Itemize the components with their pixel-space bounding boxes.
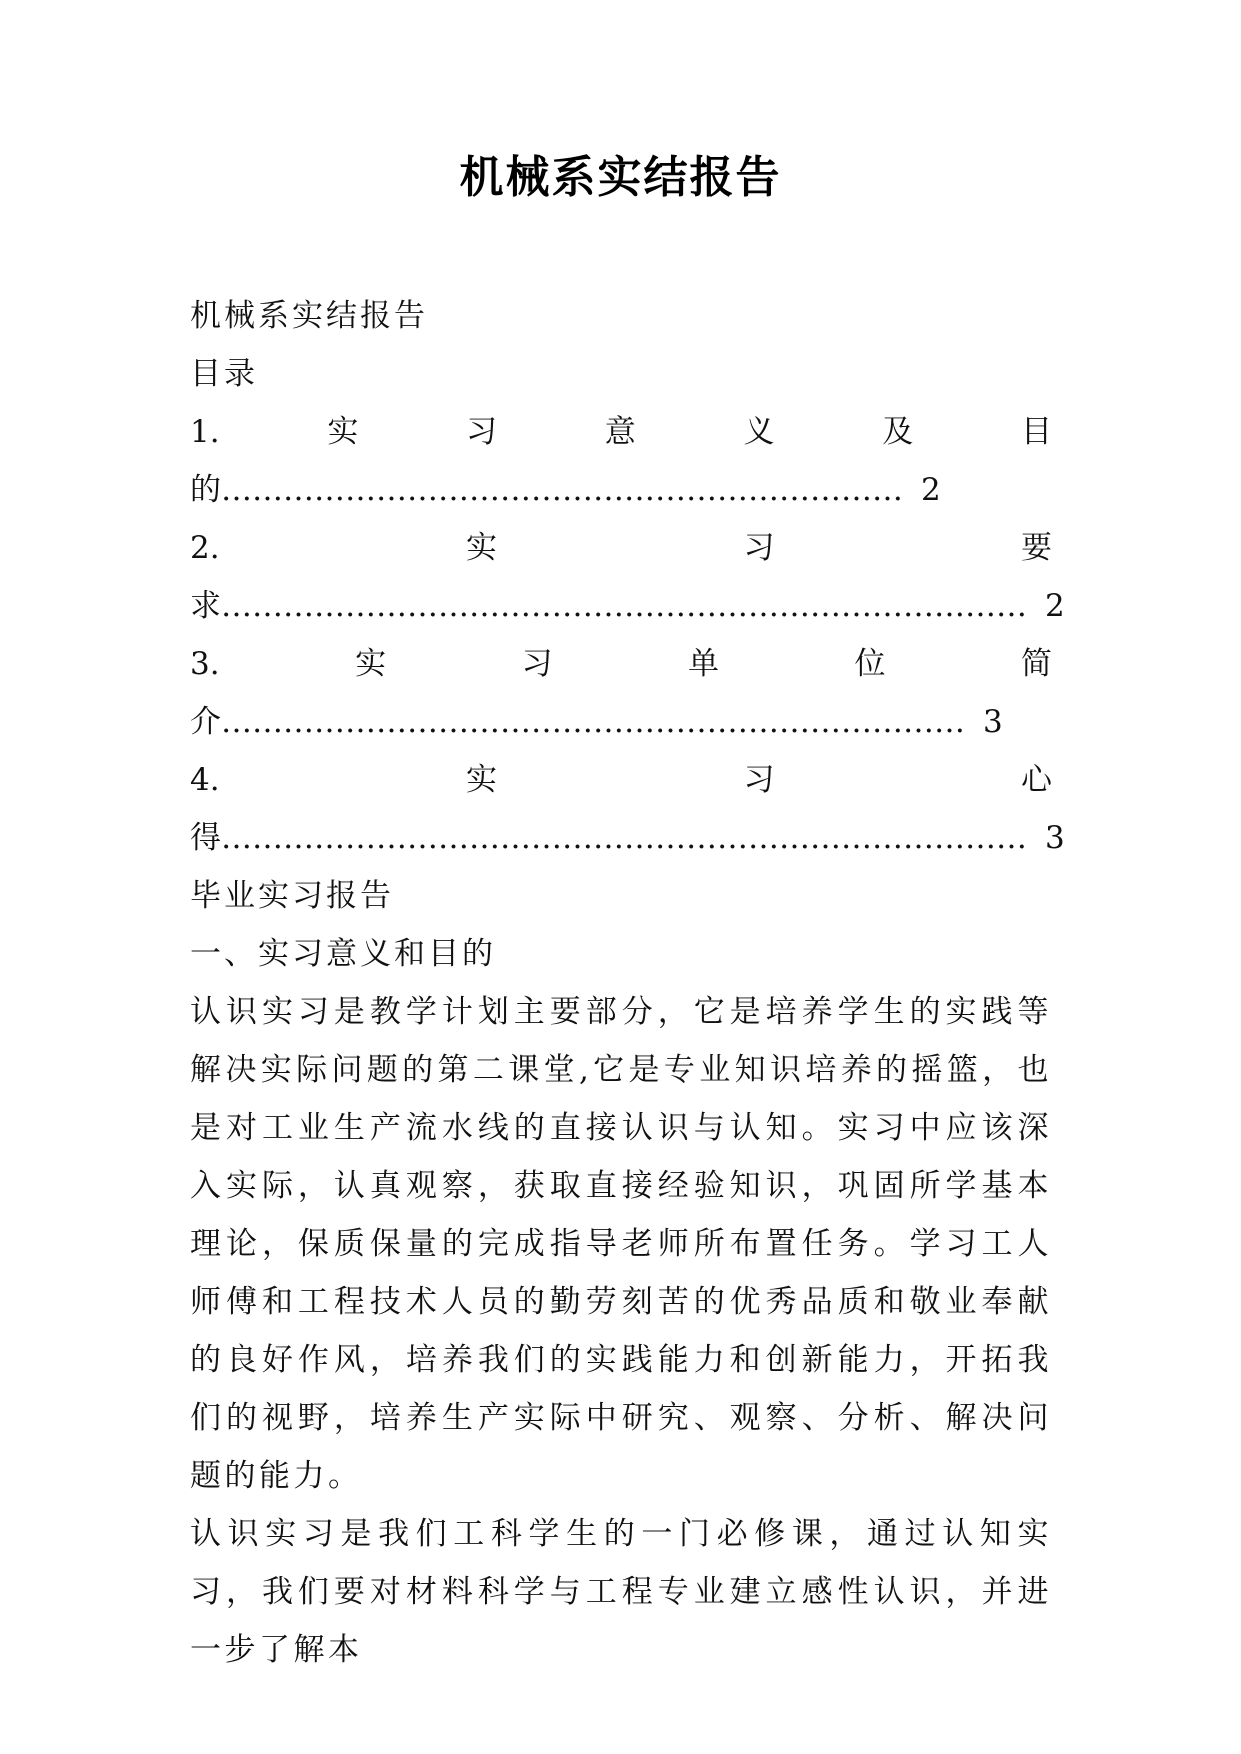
toc-page-number: 3 [1045, 820, 1065, 856]
toc-entry-4-head [190, 751, 1052, 809]
toc-entry-tail: 求 [190, 588, 221, 624]
toc-entry-2-head [190, 519, 1052, 577]
toc-entry-tail: 的 [190, 472, 221, 508]
toc-page-number: 2 [1045, 588, 1065, 624]
toc-entry-4-tail [190, 809, 1065, 867]
toc-entry-3-head [190, 635, 1052, 693]
toc-entry-char: 义 [743, 414, 775, 450]
paragraph-1: 认识实习是教学计划主要部分，它是培养学生的实践等解决实际问题的第二课堂,它是专业知识培养的摇篮，也是对工业生产流水线的直接认识与认知。实习中应该深入实际，认真观察，获取直接经验知识，巩固所学基本理论，保质保量的完成指导老师所布置任务。学习工人师傅和工程技术人员的勤劳刻苦的优秀品质和敬业奉献的良好作风，培养我们的实践能力和创新能力，开拓我们的视野，培养生产实际中研究、观察、分析、解决问题的能力。 [190, 994, 1052, 1494]
toc-page-number: 3 [983, 704, 1003, 740]
toc-entry-2-tail [190, 577, 1065, 635]
toc-heading: 目录 [190, 356, 258, 392]
toc-entry-1-tail [190, 461, 1052, 519]
toc-entry-char: 位 [854, 646, 886, 682]
toc-entry-tail: 得 [190, 820, 221, 856]
toc-leader-dots: ………………………………………………………… [221, 472, 903, 508]
toc-entry-char: 实 [327, 414, 359, 450]
toc-entry-tail: 介 [190, 704, 221, 740]
toc-entry-char: 心 [1020, 762, 1052, 798]
toc-entry-char: 习 [466, 414, 498, 450]
toc-entry-char: 简 [1021, 646, 1052, 682]
toc-entry-char: 实 [466, 762, 498, 798]
heading-repeat: 机械系实结报告 [190, 298, 428, 334]
toc-entry-char: 意 [604, 414, 636, 450]
toc-leader-dots: …………………………………………………………………… [221, 820, 1027, 856]
toc-entry-number: 1. [190, 414, 220, 450]
section-report-heading: 毕业实习报告 [190, 878, 394, 914]
toc-entry-number: 2. [190, 530, 220, 566]
toc-page-number: 2 [921, 472, 941, 508]
toc-leader-dots: …………………………………………………………………… [221, 588, 1027, 624]
toc-entry-char: 及 [882, 414, 914, 450]
toc-entry-number: 3. [190, 646, 220, 682]
paragraph-2: 认识实习是我们工科学生的一门必修课，通过认知实习，我们要对材料科学与工程专业建立感性认识，并进一步了解本 [190, 1516, 1052, 1668]
document-body [190, 287, 1065, 1679]
toc-leader-dots: ……………………………………………………………… [221, 704, 965, 740]
toc-entry-char: 单 [688, 646, 720, 682]
toc-entry-number: 4. [190, 762, 220, 798]
toc-entry-char: 习 [743, 530, 775, 566]
document-title: 机械系实结报告 [459, 152, 782, 203]
toc-entry-char: 实 [466, 530, 498, 566]
toc-entry-char: 要 [1020, 530, 1052, 566]
toc-entry-char: 目 [1020, 414, 1052, 450]
toc-entry-char: 习 [521, 646, 553, 682]
toc-entry-3-tail [190, 693, 1052, 751]
toc-entry-1-head [190, 403, 1052, 461]
toc-entry-char: 实 [355, 646, 387, 682]
toc-entry-char: 习 [743, 762, 775, 798]
section-one-heading: 一、实习意义和目的 [190, 936, 496, 972]
